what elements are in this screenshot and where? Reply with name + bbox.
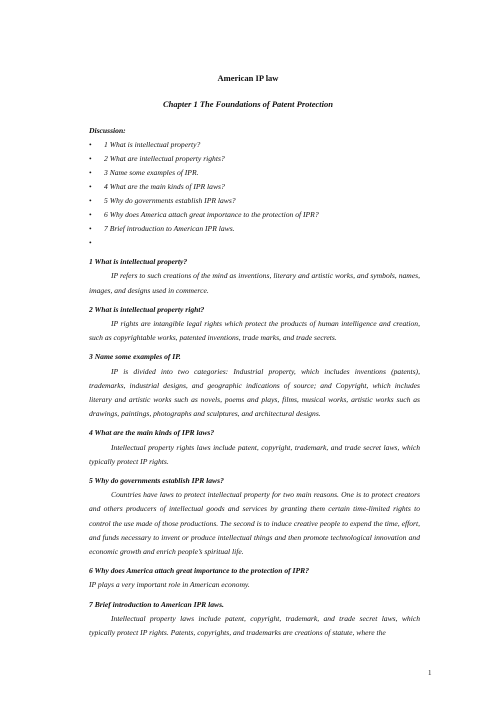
bullet-icon: • [89, 154, 92, 164]
bullet-icon: • [89, 224, 92, 234]
bullet-icon: • [89, 168, 92, 178]
document-body [89, 124, 420, 640]
discussion-item: • 7 Brief introduction to American IPR laws. [89, 222, 420, 236]
section-6 [89, 564, 420, 592]
section-heading: 2 What is intellectual property right? [89, 304, 205, 314]
section-paragraph: IP rights are intangible legal rights which protect the products of human intelligence and creation, such as copyrightable works, patented inventions, trade marks, and trade secrets. [89, 319, 420, 343]
section-paragraph: Countries have laws to protect intellectual property for two main reasons. One is to protect creators and others producers of intellectual goods and services by granting them certain time-limited rights to control the use made of those productions. The second is to induce creative people to expend the time, effort, and funds necessary to invent or produce intellectual things and then promote technological innovation and economic growth and enrich people’s spiritual life. [89, 490, 420, 557]
section-paragraph: Intellectual property rights laws include patent, copyright, trademark, and trade secret laws, which typically protect IP rights. [89, 442, 420, 466]
section-paragraph: IP plays a very important role in American economy. [89, 580, 250, 590]
discussion-item [89, 236, 420, 250]
bullet-icon: • [89, 182, 92, 192]
discussion-item: • 1 What is intellectual property? [89, 138, 420, 152]
section-heading: 5 Why do governments establish IPR laws? [89, 476, 224, 486]
section-paragraph: IP refers to such creations of the mind as inventions, literary and artistic works, and symbols, names, images, and designs used in commerce. [89, 271, 420, 295]
section-heading: 4 What are the main kinds of IPR laws? [89, 428, 215, 438]
section-7 [89, 598, 420, 641]
section-5 [89, 474, 420, 559]
bullet-icon: • [89, 196, 92, 206]
discussion-item: • 5 Why do governments establish IPR laws? [89, 194, 420, 208]
discussion-label: Discussion: [89, 126, 126, 135]
bullet-icon: • [89, 238, 92, 248]
section-1 [89, 255, 420, 298]
chapter-title: Chapter 1 The Foundations of Patent Protection [162, 99, 334, 109]
section-heading: 1 What is intellectual property? [89, 257, 188, 267]
section-4 [89, 426, 420, 469]
bullet-icon: • [89, 210, 92, 220]
section-heading: 6 Why does America attach great importance to the protection of IPR? [89, 566, 310, 576]
discussion-item: • 4 What are the main kinds of IPR laws? [89, 180, 420, 194]
section-paragraph: Intellectual property laws include patent, copyright, trademark, and trade secret laws, which typically protect IP rights. Patents, copyrights, and trademarks are creations of statute, where the [89, 613, 420, 638]
section-heading: 3 Name some examples of IP. [89, 352, 181, 362]
section-heading: 7 Brief introduction to American IPR laws. [89, 599, 224, 609]
section-2 [89, 303, 420, 346]
discussion-item: • 2 What are intellectual property rights? [89, 152, 420, 166]
section-3 [89, 350, 420, 421]
document-title: American IP law [217, 73, 279, 83]
discussion-item: • 3 Name some examples of IPR. [89, 166, 420, 180]
discussion-item: • 6 Why does America attach great importance to the protection of IPR? [89, 208, 420, 222]
section-paragraph: IP is divided into two categories: Industrial property, which includes inventions (patents), trademarks, industrial designs, and geographic indications of source; and Copyright, which includes literary and artistic works such as novels, poems and plays, films, musical works, artistic works such as drawings, paintings, photographs and sculptures, and architectural designs. [89, 366, 420, 419]
discussion-list [89, 138, 420, 250]
bullet-icon: • [89, 140, 92, 150]
page-number: 1 [428, 669, 432, 677]
